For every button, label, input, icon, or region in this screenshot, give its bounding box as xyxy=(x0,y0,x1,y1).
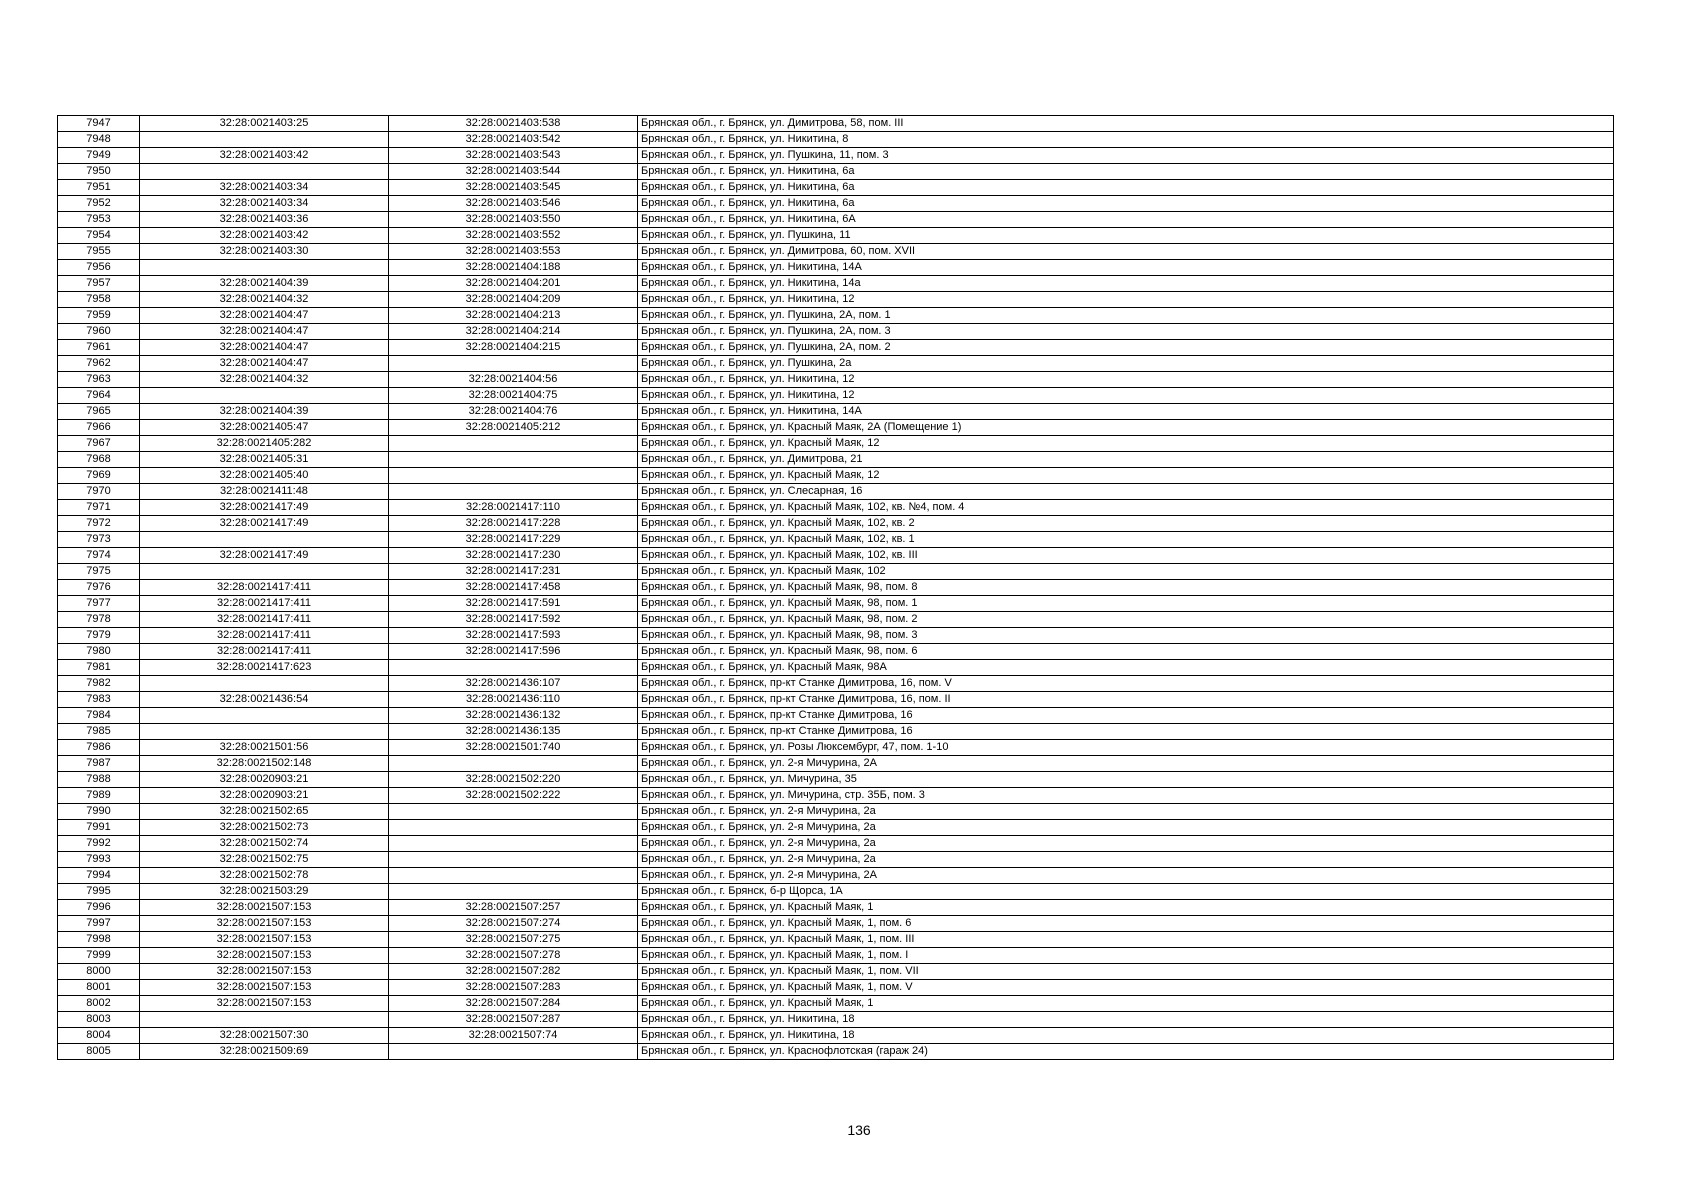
address-cell: Брянская обл., г. Брянск, пр-кт Станке Димитрова, 16 xyxy=(638,708,1614,724)
address-cell: Брянская обл., г. Брянск, ул. Никитина, 6а xyxy=(638,196,1614,212)
address-cell: Брянская обл., г. Брянск, ул. Мичурина, 35 xyxy=(638,772,1614,788)
object-number-cell xyxy=(389,660,638,676)
table-row xyxy=(58,692,1614,708)
land-parcel-number-cell: 32:28:0021502:74 xyxy=(140,836,389,852)
address-cell: Брянская обл., г. Брянск, ул. Красный Маяк, 102, кв. 2 xyxy=(638,516,1614,532)
address-cell: Брянская обл., г. Брянск, ул. Пушкина, 2А, пом. 3 xyxy=(638,324,1614,340)
object-number-cell: 32:28:0021417:593 xyxy=(389,628,638,644)
object-number-cell: 32:28:0021403:544 xyxy=(389,164,638,180)
land-parcel-number-cell: 32:28:0021417:49 xyxy=(140,500,389,516)
object-number-cell: 32:28:0021405:212 xyxy=(389,420,638,436)
row-number-cell: 7992 xyxy=(58,836,140,852)
land-parcel-number-cell xyxy=(140,388,389,404)
address-cell: Брянская обл., г. Брянск, ул. 2-я Мичурина, 2а xyxy=(638,820,1614,836)
land-parcel-number-cell: 32:28:0021436:54 xyxy=(140,692,389,708)
address-cell: Брянская обл., г. Брянск, ул. Никитина, 18 xyxy=(638,1028,1614,1044)
table-row xyxy=(58,788,1614,804)
row-number-cell: 7988 xyxy=(58,772,140,788)
address-cell: Брянская обл., г. Брянск, ул. Никитина, 14А xyxy=(638,404,1614,420)
row-number-cell: 7968 xyxy=(58,452,140,468)
land-parcel-number-cell: 32:28:0021404:47 xyxy=(140,324,389,340)
address-cell: Брянская обл., г. Брянск, ул. Краснофлотская (гараж 24) xyxy=(638,1044,1614,1060)
object-number-cell: 32:28:0021436:135 xyxy=(389,724,638,740)
table-row xyxy=(58,644,1614,660)
address-cell: Брянская обл., г. Брянск, ул. Красный Маяк, 102, кв. №4, пом. 4 xyxy=(638,500,1614,516)
row-number-cell: 7966 xyxy=(58,420,140,436)
object-number-cell xyxy=(389,884,638,900)
object-number-cell xyxy=(389,820,638,836)
address-cell: Брянская обл., г. Брянск, ул. Никитина, 14А xyxy=(638,260,1614,276)
table-row xyxy=(58,564,1614,580)
row-number-cell: 7979 xyxy=(58,628,140,644)
object-number-cell: 32:28:0021507:287 xyxy=(389,1012,638,1028)
object-number-cell xyxy=(389,1044,638,1060)
table-row xyxy=(58,548,1614,564)
table-row xyxy=(58,436,1614,452)
land-parcel-number-cell: 32:28:0021405:40 xyxy=(140,468,389,484)
object-number-cell: 32:28:0021436:132 xyxy=(389,708,638,724)
land-parcel-number-cell: 32:28:0021404:47 xyxy=(140,308,389,324)
address-cell: Брянская обл., г. Брянск, ул. Розы Люксембург, 47, пом. 1-10 xyxy=(638,740,1614,756)
land-parcel-number-cell: 32:28:0021417:411 xyxy=(140,628,389,644)
land-parcel-number-cell: 32:28:0020903:21 xyxy=(140,788,389,804)
address-cell: Брянская обл., г. Брянск, ул. Красный Маяк, 1, пом. 6 xyxy=(638,916,1614,932)
table-row xyxy=(58,708,1614,724)
row-number-cell: 7972 xyxy=(58,516,140,532)
address-cell: Брянская обл., г. Брянск, ул. Красный Маяк, 98А xyxy=(638,660,1614,676)
row-number-cell: 7947 xyxy=(58,116,140,132)
row-number-cell: 7977 xyxy=(58,596,140,612)
land-parcel-number-cell: 32:28:0021507:153 xyxy=(140,996,389,1012)
table-row xyxy=(58,1028,1614,1044)
object-number-cell xyxy=(389,452,638,468)
table-row xyxy=(58,580,1614,596)
address-cell: Брянская обл., г. Брянск, ул. Красный Маяк, 102, кв. III xyxy=(638,548,1614,564)
table-row xyxy=(58,980,1614,996)
row-number-cell: 8000 xyxy=(58,964,140,980)
land-parcel-number-cell: 32:28:0021507:30 xyxy=(140,1028,389,1044)
table-row xyxy=(58,612,1614,628)
object-number-cell xyxy=(389,756,638,772)
table-row xyxy=(58,260,1614,276)
object-number-cell: 32:28:0021404:213 xyxy=(389,308,638,324)
table-row xyxy=(58,212,1614,228)
object-number-cell: 32:28:0021403:550 xyxy=(389,212,638,228)
address-cell: Брянская обл., г. Брянск, ул. Пушкина, 11 xyxy=(638,228,1614,244)
land-parcel-number-cell: 32:28:0021403:30 xyxy=(140,244,389,260)
table-row xyxy=(58,660,1614,676)
table-row xyxy=(58,420,1614,436)
table-row xyxy=(58,164,1614,180)
object-number-cell: 32:28:0021403:543 xyxy=(389,148,638,164)
table-row xyxy=(58,484,1614,500)
address-cell: Брянская обл., г. Брянск, ул. Никитина, 12 xyxy=(638,388,1614,404)
address-cell: Брянская обл., г. Брянск, ул. Красный Маяк, 98, пом. 2 xyxy=(638,612,1614,628)
object-number-cell: 32:28:0021417:591 xyxy=(389,596,638,612)
object-number-cell: 32:28:0021502:220 xyxy=(389,772,638,788)
row-number-cell: 7990 xyxy=(58,804,140,820)
row-number-cell: 7951 xyxy=(58,180,140,196)
object-number-cell: 32:28:0021403:545 xyxy=(389,180,638,196)
land-parcel-number-cell: 32:28:0021507:153 xyxy=(140,900,389,916)
object-number-cell: 32:28:0021404:76 xyxy=(389,404,638,420)
land-parcel-number-cell: 32:28:0021417:411 xyxy=(140,612,389,628)
address-cell: Брянская обл., г. Брянск, ул. Красный Маяк, 98, пом. 1 xyxy=(638,596,1614,612)
address-cell: Брянская обл., г. Брянск, ул. Красный Маяк, 1, пом. VII xyxy=(638,964,1614,980)
table-row xyxy=(58,228,1614,244)
row-number-cell: 8005 xyxy=(58,1044,140,1060)
address-cell: Брянская обл., г. Брянск, ул. Красный Маяк, 2А (Помещение 1) xyxy=(638,420,1614,436)
table-row xyxy=(58,244,1614,260)
land-parcel-number-cell: 32:28:0021417:411 xyxy=(140,596,389,612)
address-cell: Брянская обл., г. Брянск, ул. Пушкина, 2А, пом. 1 xyxy=(638,308,1614,324)
table-row xyxy=(58,836,1614,852)
table-row xyxy=(58,340,1614,356)
address-cell: Брянская обл., г. Брянск, ул. Димитрова, 58, пом. III xyxy=(638,116,1614,132)
row-number-cell: 7975 xyxy=(58,564,140,580)
land-parcel-number-cell: 32:28:0021403:34 xyxy=(140,180,389,196)
address-cell: Брянская обл., г. Брянск, ул. Пушкина, 11, пом. 3 xyxy=(638,148,1614,164)
address-cell: Брянская обл., г. Брянск, ул. Никитина, 6А xyxy=(638,212,1614,228)
table-row xyxy=(58,724,1614,740)
object-number-cell: 32:28:0021507:257 xyxy=(389,900,638,916)
row-number-cell: 7984 xyxy=(58,708,140,724)
address-cell: Брянская обл., г. Брянск, ул. 2-я Мичурина, 2а xyxy=(638,852,1614,868)
table-row xyxy=(58,852,1614,868)
address-cell: Брянская обл., г. Брянск, ул. Никитина, 18 xyxy=(638,1012,1614,1028)
land-parcel-number-cell: 32:28:0021404:47 xyxy=(140,356,389,372)
table-row xyxy=(58,292,1614,308)
row-number-cell: 7952 xyxy=(58,196,140,212)
address-cell: Брянская обл., г. Брянск, ул. Никитина, 14а xyxy=(638,276,1614,292)
object-number-cell: 32:28:0021502:222 xyxy=(389,788,638,804)
table-row xyxy=(58,468,1614,484)
table-row xyxy=(58,516,1614,532)
row-number-cell: 7970 xyxy=(58,484,140,500)
object-number-cell: 32:28:0021404:188 xyxy=(389,260,638,276)
address-cell: Брянская обл., г. Брянск, ул. Красный Маяк, 1, пом. V xyxy=(638,980,1614,996)
land-parcel-number-cell: 32:28:0021502:75 xyxy=(140,852,389,868)
table-row xyxy=(58,356,1614,372)
table-row xyxy=(58,116,1614,132)
land-parcel-number-cell xyxy=(140,132,389,148)
land-parcel-number-cell xyxy=(140,1012,389,1028)
address-cell: Брянская обл., г. Брянск, ул. Красный Маяк, 98, пом. 3 xyxy=(638,628,1614,644)
address-cell: Брянская обл., г. Брянск, ул. Красный Маяк, 98, пом. 8 xyxy=(638,580,1614,596)
row-number-cell: 7983 xyxy=(58,692,140,708)
table-row xyxy=(58,596,1614,612)
row-number-cell: 7994 xyxy=(58,868,140,884)
object-number-cell xyxy=(389,868,638,884)
land-parcel-number-cell: 32:28:0021404:32 xyxy=(140,292,389,308)
row-number-cell: 7955 xyxy=(58,244,140,260)
row-number-cell: 8004 xyxy=(58,1028,140,1044)
object-number-cell: 32:28:0021417:110 xyxy=(389,500,638,516)
address-cell: Брянская обл., г. Брянск, ул. Красный Маяк, 12 xyxy=(638,468,1614,484)
page-number: 136 xyxy=(847,1122,871,1138)
land-parcel-number-cell: 32:28:0021417:623 xyxy=(140,660,389,676)
row-number-cell: 7974 xyxy=(58,548,140,564)
land-parcel-number-cell: 32:28:0021404:39 xyxy=(140,404,389,420)
object-number-cell xyxy=(389,484,638,500)
table-row xyxy=(58,868,1614,884)
object-number-cell: 32:28:0021403:552 xyxy=(389,228,638,244)
table-row xyxy=(58,532,1614,548)
address-cell: Брянская обл., г. Брянск, ул. Никитина, 12 xyxy=(638,372,1614,388)
land-parcel-number-cell: 32:28:0021507:153 xyxy=(140,964,389,980)
object-number-cell: 32:28:0021417:228 xyxy=(389,516,638,532)
land-parcel-number-cell xyxy=(140,724,389,740)
table-row xyxy=(58,676,1614,692)
row-number-cell: 7991 xyxy=(58,820,140,836)
table-row xyxy=(58,1044,1614,1060)
land-parcel-number-cell: 32:28:0021509:69 xyxy=(140,1044,389,1060)
row-number-cell: 7989 xyxy=(58,788,140,804)
row-number-cell: 8001 xyxy=(58,980,140,996)
land-parcel-number-cell xyxy=(140,708,389,724)
land-parcel-number-cell: 32:28:0021502:78 xyxy=(140,868,389,884)
row-number-cell: 7961 xyxy=(58,340,140,356)
land-parcel-number-cell: 32:28:0021403:34 xyxy=(140,196,389,212)
row-number-cell: 7956 xyxy=(58,260,140,276)
row-number-cell: 7995 xyxy=(58,884,140,900)
object-number-cell: 32:28:0021403:542 xyxy=(389,132,638,148)
table-row xyxy=(58,884,1614,900)
table-row xyxy=(58,628,1614,644)
address-cell: Брянская обл., г. Брянск, ул. 2-я Мичурина, 2А xyxy=(638,756,1614,772)
land-parcel-number-cell: 32:28:0021405:31 xyxy=(140,452,389,468)
land-parcel-number-cell xyxy=(140,260,389,276)
row-number-cell: 7985 xyxy=(58,724,140,740)
address-cell: Брянская обл., г. Брянск, ул. 2-я Мичурина, 2А xyxy=(638,868,1614,884)
row-number-cell: 7964 xyxy=(58,388,140,404)
land-parcel-number-cell: 32:28:0021403:42 xyxy=(140,148,389,164)
row-number-cell: 7973 xyxy=(58,532,140,548)
table-row xyxy=(58,916,1614,932)
land-parcel-number-cell: 32:28:0021507:153 xyxy=(140,932,389,948)
address-cell: Брянская обл., г. Брянск, ул. 2-я Мичурина, 2а xyxy=(638,836,1614,852)
land-parcel-number-cell: 32:28:0021411:48 xyxy=(140,484,389,500)
land-parcel-number-cell xyxy=(140,164,389,180)
row-number-cell: 7963 xyxy=(58,372,140,388)
object-number-cell: 32:28:0021404:56 xyxy=(389,372,638,388)
land-parcel-number-cell: 32:28:0021417:411 xyxy=(140,644,389,660)
object-number-cell: 32:28:0021507:274 xyxy=(389,916,638,932)
land-parcel-number-cell: 32:28:0021417:411 xyxy=(140,580,389,596)
table-row xyxy=(58,148,1614,164)
object-number-cell: 32:28:0021436:107 xyxy=(389,676,638,692)
address-cell: Брянская обл., г. Брянск, ул. Красный Маяк, 98, пом. 6 xyxy=(638,644,1614,660)
object-number-cell: 32:28:0021417:596 xyxy=(389,644,638,660)
row-number-cell: 7997 xyxy=(58,916,140,932)
row-number-cell: 7960 xyxy=(58,324,140,340)
row-number-cell: 7967 xyxy=(58,436,140,452)
row-number-cell: 7987 xyxy=(58,756,140,772)
row-number-cell: 7948 xyxy=(58,132,140,148)
object-number-cell xyxy=(389,436,638,452)
row-number-cell: 7954 xyxy=(58,228,140,244)
object-number-cell: 32:28:0021417:458 xyxy=(389,580,638,596)
table-row xyxy=(58,388,1614,404)
row-number-cell: 7969 xyxy=(58,468,140,484)
object-number-cell: 32:28:0021501:740 xyxy=(389,740,638,756)
land-parcel-number-cell xyxy=(140,564,389,580)
row-number-cell: 7982 xyxy=(58,676,140,692)
table-row xyxy=(58,820,1614,836)
row-number-cell: 7993 xyxy=(58,852,140,868)
object-number-cell: 32:28:0021436:110 xyxy=(389,692,638,708)
address-cell: Брянская обл., г. Брянск, ул. Димитрова, 60, пом. XVII xyxy=(638,244,1614,260)
address-cell: Брянская обл., г. Брянск, б-р Щорса, 1А xyxy=(638,884,1614,900)
address-cell: Брянская обл., г. Брянск, ул. Никитина, 12 xyxy=(638,292,1614,308)
row-number-cell: 7976 xyxy=(58,580,140,596)
land-parcel-number-cell: 32:28:0021502:73 xyxy=(140,820,389,836)
row-number-cell: 7953 xyxy=(58,212,140,228)
row-number-cell: 7978 xyxy=(58,612,140,628)
row-number-cell: 7949 xyxy=(58,148,140,164)
address-cell: Брянская обл., г. Брянск, ул. Слесарная, 16 xyxy=(638,484,1614,500)
object-number-cell xyxy=(389,852,638,868)
land-parcel-number-cell: 32:28:0021502:65 xyxy=(140,804,389,820)
row-number-cell: 7981 xyxy=(58,660,140,676)
table-row xyxy=(58,964,1614,980)
address-cell: Брянская обл., г. Брянск, ул. Мичурина, стр. 35Б, пом. 3 xyxy=(638,788,1614,804)
land-parcel-number-cell: 32:28:0021405:282 xyxy=(140,436,389,452)
land-parcel-number-cell: 32:28:0021507:153 xyxy=(140,916,389,932)
row-number-cell: 7950 xyxy=(58,164,140,180)
object-number-cell: 32:28:0021404:201 xyxy=(389,276,638,292)
object-number-cell: 32:28:0021404:214 xyxy=(389,324,638,340)
object-number-cell xyxy=(389,836,638,852)
table-row xyxy=(58,500,1614,516)
land-parcel-number-cell: 32:28:0021502:148 xyxy=(140,756,389,772)
row-number-cell: 7957 xyxy=(58,276,140,292)
row-number-cell: 7959 xyxy=(58,308,140,324)
address-cell: Брянская обл., г. Брянск, ул. 2-я Мичурина, 2а xyxy=(638,804,1614,820)
table-row xyxy=(58,948,1614,964)
object-number-cell: 32:28:0021404:75 xyxy=(389,388,638,404)
address-cell: Брянская обл., г. Брянск, ул. Пушкина, 2А, пом. 2 xyxy=(638,340,1614,356)
table-row xyxy=(58,932,1614,948)
land-parcel-number-cell: 32:28:0021404:39 xyxy=(140,276,389,292)
table-row xyxy=(58,804,1614,820)
table-row xyxy=(58,740,1614,756)
land-parcel-number-cell: 32:28:0021417:49 xyxy=(140,548,389,564)
table-row xyxy=(58,276,1614,292)
table-row xyxy=(58,372,1614,388)
table-row xyxy=(58,772,1614,788)
row-number-cell: 7999 xyxy=(58,948,140,964)
object-number-cell: 32:28:0021507:278 xyxy=(389,948,638,964)
object-number-cell: 32:28:0021417:229 xyxy=(389,532,638,548)
address-cell: Брянская обл., г. Брянск, ул. Димитрова, 21 xyxy=(638,452,1614,468)
address-cell: Брянская обл., г. Брянск, ул. Красный Маяк, 1, пом. I xyxy=(638,948,1614,964)
land-parcel-number-cell: 32:28:0021501:56 xyxy=(140,740,389,756)
object-number-cell: 32:28:0021417:592 xyxy=(389,612,638,628)
object-number-cell: 32:28:0021417:231 xyxy=(389,564,638,580)
table-row xyxy=(58,404,1614,420)
row-number-cell: 7962 xyxy=(58,356,140,372)
table-row xyxy=(58,900,1614,916)
address-cell: Брянская обл., г. Брянск, ул. Красный Маяк, 102 xyxy=(638,564,1614,580)
land-parcel-number-cell xyxy=(140,532,389,548)
address-cell: Брянская обл., г. Брянск, ул. Красный Маяк, 1 xyxy=(638,996,1614,1012)
table-row xyxy=(58,452,1614,468)
row-number-cell: 7965 xyxy=(58,404,140,420)
land-parcel-number-cell: 32:28:0021507:153 xyxy=(140,980,389,996)
row-number-cell: 7958 xyxy=(58,292,140,308)
row-number-cell: 7996 xyxy=(58,900,140,916)
object-number-cell: 32:28:0021404:215 xyxy=(389,340,638,356)
land-parcel-number-cell: 32:28:0021417:49 xyxy=(140,516,389,532)
table-row xyxy=(58,324,1614,340)
address-cell: Брянская обл., г. Брянск, ул. Никитина, 6а xyxy=(638,164,1614,180)
object-number-cell: 32:28:0021404:209 xyxy=(389,292,638,308)
row-number-cell: 7986 xyxy=(58,740,140,756)
row-number-cell: 8003 xyxy=(58,1012,140,1028)
registry-table xyxy=(57,115,1614,1060)
land-parcel-number-cell: 32:28:0021404:32 xyxy=(140,372,389,388)
row-number-cell: 7980 xyxy=(58,644,140,660)
land-parcel-number-cell: 32:28:0021503:29 xyxy=(140,884,389,900)
object-number-cell xyxy=(389,804,638,820)
table-row xyxy=(58,132,1614,148)
row-number-cell: 7971 xyxy=(58,500,140,516)
address-cell: Брянская обл., г. Брянск, ул. Никитина, 6а xyxy=(638,180,1614,196)
row-number-cell: 7998 xyxy=(58,932,140,948)
object-number-cell xyxy=(389,468,638,484)
address-cell: Брянская обл., г. Брянск, пр-кт Станке Димитрова, 16, пом. V xyxy=(638,676,1614,692)
address-cell: Брянская обл., г. Брянск, ул. Красный Маяк, 1, пом. III xyxy=(638,932,1614,948)
object-number-cell: 32:28:0021403:538 xyxy=(389,116,638,132)
table-row xyxy=(58,996,1614,1012)
row-number-cell: 8002 xyxy=(58,996,140,1012)
land-parcel-number-cell: 32:28:0021403:42 xyxy=(140,228,389,244)
object-number-cell: 32:28:0021507:283 xyxy=(389,980,638,996)
address-cell: Брянская обл., г. Брянск, ул. Красный Маяк, 1 xyxy=(638,900,1614,916)
land-parcel-number-cell: 32:28:0021403:25 xyxy=(140,116,389,132)
object-number-cell: 32:28:0021507:74 xyxy=(389,1028,638,1044)
address-cell: Брянская обл., г. Брянск, пр-кт Станке Димитрова, 16 xyxy=(638,724,1614,740)
object-number-cell: 32:28:0021417:230 xyxy=(389,548,638,564)
table-row xyxy=(58,196,1614,212)
address-cell: Брянская обл., г. Брянск, ул. Красный Маяк, 102, кв. 1 xyxy=(638,532,1614,548)
registry-table-body xyxy=(58,116,1614,1060)
object-number-cell: 32:28:0021507:275 xyxy=(389,932,638,948)
land-parcel-number-cell xyxy=(140,676,389,692)
object-number-cell xyxy=(389,356,638,372)
table-row xyxy=(58,756,1614,772)
object-number-cell: 32:28:0021507:284 xyxy=(389,996,638,1012)
address-cell: Брянская обл., г. Брянск, ул. Пушкина, 2а xyxy=(638,356,1614,372)
land-parcel-number-cell: 32:28:0020903:21 xyxy=(140,772,389,788)
land-parcel-number-cell: 32:28:0021404:47 xyxy=(140,340,389,356)
object-number-cell: 32:28:0021507:282 xyxy=(389,964,638,980)
object-number-cell: 32:28:0021403:553 xyxy=(389,244,638,260)
table-row xyxy=(58,180,1614,196)
table-row xyxy=(58,308,1614,324)
table-row xyxy=(58,1012,1614,1028)
land-parcel-number-cell: 32:28:0021507:153 xyxy=(140,948,389,964)
address-cell: Брянская обл., г. Брянск, ул. Красный Маяк, 12 xyxy=(638,436,1614,452)
land-parcel-number-cell: 32:28:0021403:36 xyxy=(140,212,389,228)
address-cell: Брянская обл., г. Брянск, пр-кт Станке Димитрова, 16, пом. II xyxy=(638,692,1614,708)
object-number-cell: 32:28:0021403:546 xyxy=(389,196,638,212)
land-parcel-number-cell: 32:28:0021405:47 xyxy=(140,420,389,436)
address-cell: Брянская обл., г. Брянск, ул. Никитина, 8 xyxy=(638,132,1614,148)
